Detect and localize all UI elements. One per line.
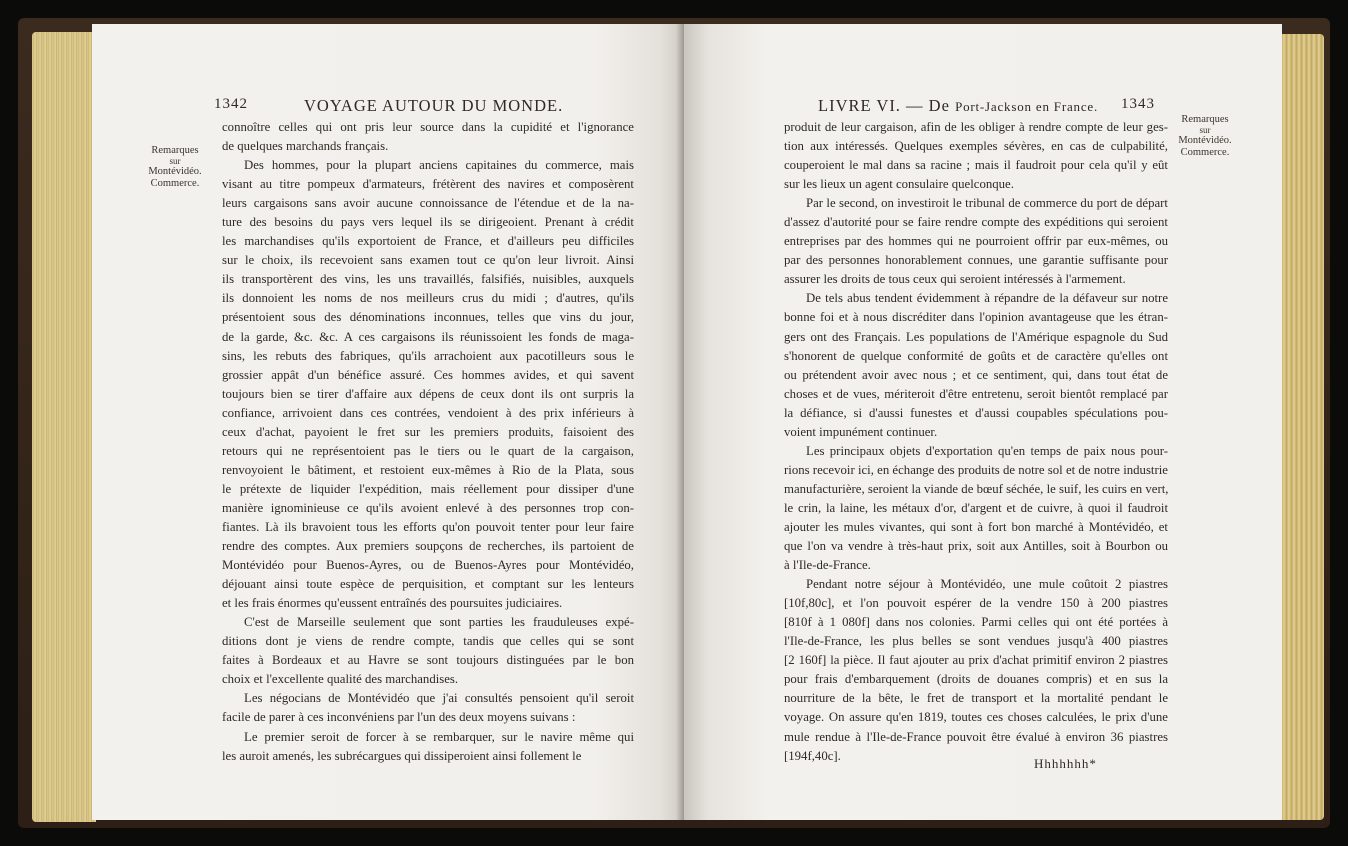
text-line: toujours bien se tirer d'affaire aux dépens de ceux dont ils ont surpris la [222,386,634,401]
text-line: faites à Bordeaux et au Havre se sont toujours distinguées par le bon [222,653,634,668]
text-line: Le premier seroit de forcer à se rembarquer, sur le navire même qui [244,729,634,744]
margin-note-line: sur [169,156,181,166]
text-line: ditions dont je viens de rendre compte, tandis que celles qui se sont [222,634,634,649]
text-line: voient impunément continuer. [784,424,938,439]
right-body-text [784,118,1168,766]
text-line: visant au titre pompeux d'armateurs, frétèrent des navires et composèrent [222,177,634,192]
text-line: la défiance, si d'aussi funestes et d'aussi coupables spéculations pou- [784,405,1168,420]
text-line: pour frais d'embarquement (droits de douanes compris) et en sus la [784,672,1168,687]
text-line: par des personnes honorablement connues, une garantie suffisante pour [784,253,1168,268]
text-line: Pendant notre séjour à Montévidéo, une mule coûtoit 2 piastres [806,577,1168,592]
text-line: nourriture de la bête, le fret de transport et la mortalité pendant le [784,691,1168,706]
text-line: ils donnoient les noms de nos meilleurs crus du midi ; d'autres, qu'ils [222,291,634,306]
margin-note-line: Remarques [1181,114,1229,125]
text-line: et les frais énormes qu'eussent entraînés des poursuites judiciaires. [222,596,563,611]
left-page-title: VOYAGE AUTOUR DU MONDE. [304,96,564,115]
left-margin-note [140,145,210,190]
text-line: de la garde, &c. &c. A ces cargaisons ils réunissoient les fonds de maga- [222,329,634,344]
text-line: De tels abus tendent évidemment à répandre de la défaveur sur notre [806,291,1168,306]
text-line: grossier appât d'un bénéfice assuré. Ces hommes avides, et qui savent [222,367,634,382]
text-line: Par le second, on investiroit le tribunal de commerce du port de départ [806,196,1168,211]
text-line: leurs cargaisons sans avoir aucune connoissance de l'étendue et de la na- [222,196,634,211]
text-line: [2 160f] la pièce. Il faut ajouter au prix d'achat primitif environ 2 piastres [784,653,1168,668]
left-page [92,24,684,820]
text-line: voyage. On assure qu'en 1819, toutes ces choses calculées, le prix d'une [784,710,1168,725]
margin-note-line: Remarques [151,145,199,156]
text-line: mule rendue à l'Ile-de-France pouvoit être évalué à environ 36 piastres [784,729,1168,744]
text-line: rions recevoir ici, en échange des produits de notre sol et de notre industrie [784,462,1168,477]
text-line: déjouant ainsi toute espèce de perquisition, et comptant sur les lenteurs [222,577,634,592]
text-line: rendre des comptes. Aux premiers soupçons de recherches, ils partoient de [222,539,634,554]
text-line: Les négocians de Montévidéo que j'ai consultés pensoient qu'il seroit [244,691,634,706]
right-page-title [818,96,1098,116]
text-line: s'honorent de quelque conformité de goûts et de caractère qu'elles ont [784,348,1168,363]
text-line: [810f à 1 080f] dans nos colonies. Parmi celles qui ont été portées à [784,615,1168,630]
text-line: Des hommes, pour la plupart anciens capitaines du commerce, mais [244,158,634,173]
right-margin-note [1172,114,1238,159]
text-line: l'Ile-de-France, les plus belles se sont vendues jusqu'à 400 piastres [784,634,1168,649]
text-line: retours qui ne représentoient pas le tiers ou le quart de la cargaison, [222,443,634,458]
right-page [684,24,1282,820]
text-line: à l'Ile-de-France. [784,558,871,573]
margin-note-line: Commerce. [150,178,200,189]
margin-note-line: Montévidéo. [148,166,202,177]
text-line: bonne foi et à nous discréditer dans l'opinion avantageuse que les étran- [784,310,1168,325]
text-line: que l'on va vendre à très-haut prix, soit aux Antilles, soit à Bourbon ou [784,539,1168,554]
margin-note-line: Montévidéo. [1178,135,1232,146]
text-line: d'assez d'autorité pour se faire rendre compte des expéditions qui seroient [784,215,1168,230]
text-line: couperoient le mal dans sa racine ; mais il faudroit pour cela qu'il y eût [784,158,1168,173]
text-line: le prétexte de liquider l'expédition, mais réellement pour dissiper d'une [222,481,634,496]
text-line: fiantes. Là ils bravoient tous les efforts qu'on pouvoit tenter pour leur faire [222,519,634,534]
text-line: produit de leur cargaison, afin de les obliger à rendre compte de leur ges- [784,120,1168,134]
text-line: choses et de vues, mériteroit d'être entretenu, seroit bientôt remplacé par [784,386,1168,401]
text-line: ajouter les mules vivantes, qui sont à fort bon marché à Montévidéo, et [784,519,1168,534]
text-line: sur le choix, ils recevoient sans examen tout ce qu'on leur livroit. Ainsi [222,253,634,268]
text-line: assurer les droits de tous ceux qui seroient intéressés à l'armement. [784,272,1126,287]
right-title-smallcaps: Port-Jackson en France. [955,99,1099,114]
text-line: ture des besoins du pays vers lequel ils se dirigeoient. Prenant à crédit [222,215,634,230]
text-line: manufacturière, seroient la viande de bœuf séchée, le suif, les cuirs en vert, [784,481,1169,496]
text-line: ils transportèrent des vins, les uns travaillés, falsifiés, nuisibles, auxquels [222,272,634,287]
text-line: confiance, arrivoient dans ces contrées, vendoient à des prix inférieurs à [222,405,634,420]
text-line: [10f,80c], et l'on pouvoit espérer de la vendre 150 à 200 piastres [784,596,1168,611]
text-line: C'est de Marseille seulement que sont parties les frauduleuses expé- [244,615,634,630]
margin-note-line: Commerce. [1180,147,1230,158]
page-edges-left [32,32,96,822]
text-line: connoître celles qui ont pris leur source dans la cupidité et l'ignorance [222,120,634,134]
text-line: renvoyoient le bâtiment, et restoient eux-mêmes à Rio de la Plata, sous [222,462,634,477]
text-line: ou prétendent avoir avec nous ; et ce sentiment, qui, dans tout état de [784,367,1168,382]
text-line: manière ignominieuse ce qu'ils avoient enlevé à des personnes trop con- [222,500,634,515]
text-line: gers ont des Français. Les populations de l'Amérique espagnole du Sud [784,329,1168,344]
left-page-number: 1342 [214,96,248,112]
text-line: choix et l'excellente qualité des marchandises. [222,672,459,687]
text-line: le crin, la laine, les métaux d'or, d'argent et de cuivre, à quoi il faudroit [784,500,1168,515]
right-title-main: LIVRE VI. — De [818,96,956,115]
left-running-head [92,96,684,120]
text-line: entreprises par des hommes qui ne pourroient offrir par eux-mêmes, ou [784,234,1168,249]
text-line: les auroit amenés, les subrécargues qui dissiperoient ainsi follement le [222,748,582,763]
text-line: présentoient sous des dénominations inconnues, telles que vins du jour, [222,310,634,325]
text-line: [194f,40c]. [784,748,841,763]
text-line: sur les lieux un agent consulaire quelconque. [784,177,1014,192]
text-line: sins, les rebuts des fabriques, qu'ils arrachoient aux pacotilleurs sous le [222,348,634,363]
signature-mark: Hhhhhhh* [1034,756,1097,771]
left-body-text [222,118,634,766]
text-line: Montévidéo pour Buenos-Ayres, ou de Buenos-Ayres pour Montévidéo, [222,558,634,573]
text-line: ceux d'achat, payoient le fret sur les premiers produits, faisoient des [222,424,634,439]
margin-note-line: sur [1199,125,1211,135]
right-page-number: 1343 [1121,96,1155,112]
text-line: Les principaux objets d'exportation qu'en temps de paix nous pour- [806,443,1168,458]
text-line: les marchandises qu'ils exportoient de France, et d'ailleurs peu difficiles [222,234,634,249]
text-line: facile de parer à ces inconvéniens par l'un des deux moyens suivans : [222,710,576,725]
text-line: de quelques marchands français. [222,139,389,154]
text-line: tion aux intéressés. Quelques exemples sévères, en cas de culpabilité, [784,139,1168,154]
